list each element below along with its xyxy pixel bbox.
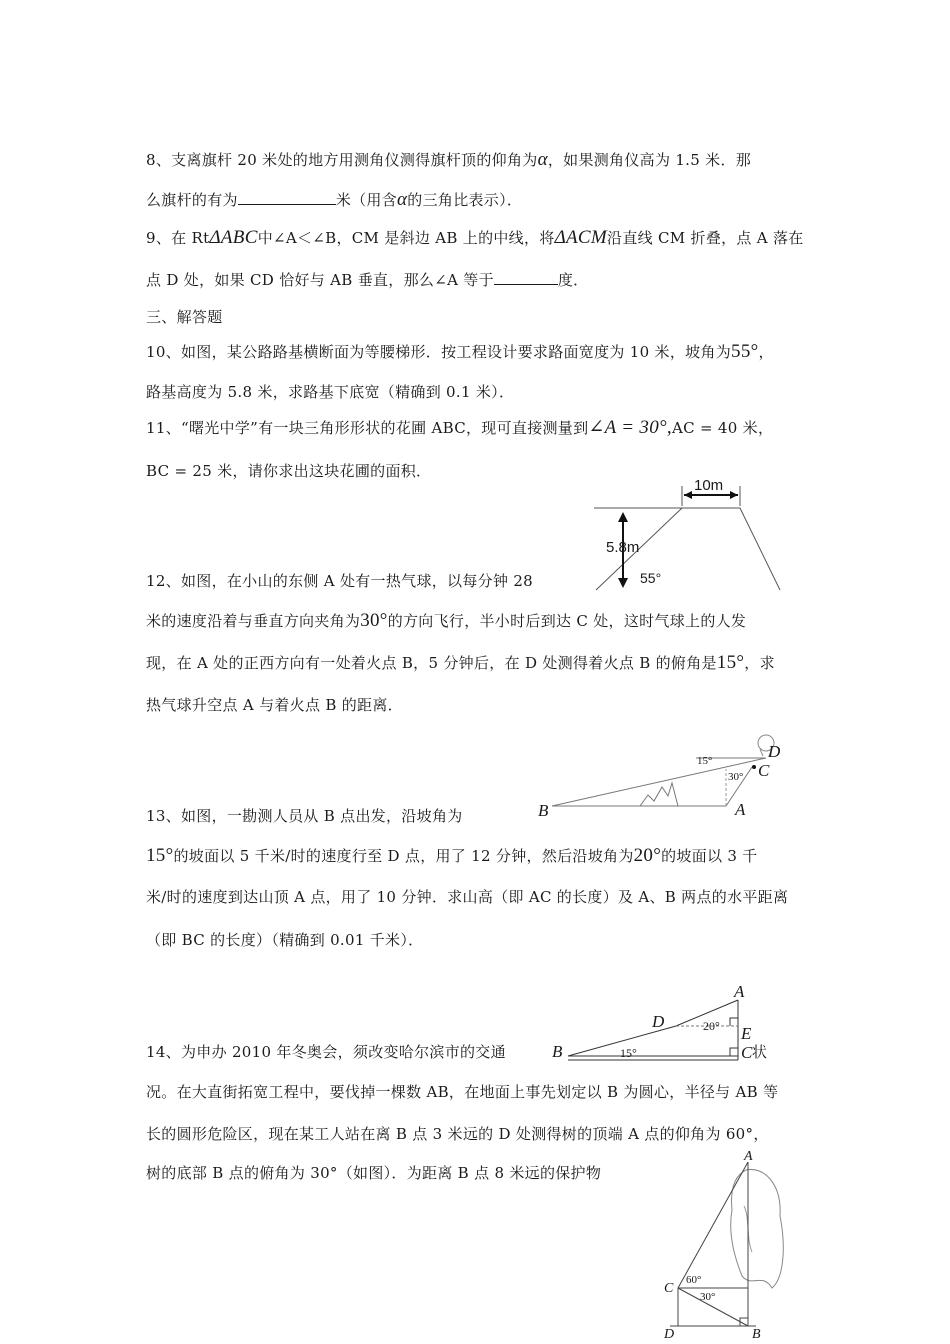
q13-line3: 米/时的速度到达山顶 A 点，用了 10 分钟．求山高（即 AC 的长度）及 A、B 两点的水平距离 [146,888,789,906]
q12-text: 的方向飞行，半小时后到达 C 处，这时气球上的人发 [387,612,747,630]
q13-text: 的坡面以 5 千米/时的速度行至 D 点，用了 12 分钟，然后沿坡角为 [173,847,634,865]
balloon-figure [530,725,790,825]
q12-line2 [146,611,746,631]
q8-text: 么旗杆的有为 [146,191,238,209]
q9-text: 中∠A＜∠B，CM 是斜边 AB 上的中线，将 [257,229,555,247]
q8-line1 [146,150,751,170]
hill-shape [640,783,678,806]
triangle-abc: ΔABC [209,227,258,248]
q11-text: 11、“曙光中学”有一块三角形形状的花圃 ABC，现可直接测量到 [146,419,589,437]
q13-line1: 13、如图，一勘测人员从 B 点出发，沿坡角为 [146,807,463,825]
q12-line1: 12、如图，在小山的东侧 A 处有一热气球，以每分钟 28 [146,572,534,590]
label-c: C [758,761,770,780]
q10-text: 10、如图，某公路路基横断面为等腰梯形．按工程设计要求路面宽度为 10 米，坡角为 [146,343,732,361]
answer-blank[interactable] [238,190,336,205]
angle-value: 55° [731,341,759,362]
q14-line4: 树的底部 B 点的俯角为 30°（如图）．为距离 B 点 8 米远的保护物 [146,1164,602,1182]
q14-line2: 况。在大直街拓宽工程中，要伐掉一棵数 AB，在地面上事先划定以 B 为圆心，半径与 AB 等 [146,1083,779,1101]
q11-line1 [146,418,773,438]
tree-figure [660,1148,800,1340]
q13-line2 [146,846,758,866]
label-a: A [744,1149,753,1164]
arrow-right-icon [730,491,738,499]
alpha-symbol: α [397,189,408,210]
q11-text: AC = 40 米， [671,419,774,437]
q13-line4: （即 BC 的长度）（精确到 0.01 千米）． [146,931,424,949]
arrow-down-icon [618,578,628,588]
angle-value: 15° [716,652,745,673]
angle-label-30: 30° [728,771,744,783]
q12-line3 [146,653,775,673]
answer-blank[interactable] [494,270,558,285]
q10-line1 [146,342,774,362]
label-c: C [664,1281,674,1296]
angle-label-60: 60° [686,1274,702,1286]
angle-label-15: 15° [620,1046,637,1060]
label-d: D [768,742,781,761]
alpha-symbol: α [537,149,548,170]
angle-label-30: 30° [700,1291,716,1303]
width-label: 10m [694,477,724,494]
q14-line1 [146,1042,767,1062]
q12-text: 米的速度沿着与垂直方向夹角为 [146,612,361,630]
q11-line2: BC = 25 米，请你求出这块花圃的面积． [146,462,432,480]
q9-text: 点 D 处，如果 CD 恰好与 AB 垂直，那么∠A 等于 [146,271,494,289]
q13-text: 的坡面以 3 千 [661,847,758,865]
q14-line3: 长的圆形危险区，现在某工人站在离 B 点 3 米远的 D 处测得树的顶端 A 点的仰角为 60°， [146,1125,769,1143]
label-a: A [734,982,745,1001]
q9-text: 度． [557,271,589,289]
q9-text: 9、在 Rt [146,229,210,247]
q12-text: 现，在 A 处的正西方向有一处着火点 B，5 分钟后，在 D 处测得着火点 B 的俯角是 [146,654,717,672]
arrow-left-icon [684,491,692,499]
sight-line-ca [678,1162,748,1288]
q8-line2 [146,190,522,210]
q12-line4: 热气球升空点 A 与着火点 B 的距离． [146,696,403,714]
q9-line2 [146,270,588,290]
label-b: B [552,1042,563,1061]
q8-text: 8、支离旗杆 20 米处的地方用测角仪测得旗杆顶的仰角为 [146,151,538,169]
height-label: 5.8m [606,539,640,556]
q8-text: 的三角比表示）． [407,191,523,209]
q10-line2: 路基高度为 5.8 米，求路基下底宽（精确到 0.1 米）． [146,383,515,401]
label-b: B [538,801,549,820]
point-c-dot [752,765,756,769]
label-a: A [735,800,746,819]
label-e: E [741,1024,752,1043]
q14-text: 14、为申办 2010 年冬奥会，须改变哈尔滨市的交通 [146,1043,506,1061]
q14-text: 状 [751,1043,768,1061]
angle-value: 20° [633,845,662,866]
q8-text: 米（用含 [335,191,398,209]
tree-icon [731,1169,784,1288]
arrow-up-icon [618,512,628,522]
q9-text: 沿直线 CM 折叠，点 A 落在 [607,229,804,247]
section-heading: 三、解答题 [146,308,223,326]
slope-angle-label: 55° [640,570,662,586]
trapezoid-figure [590,472,790,592]
angle-expression: ∠A = 30°, [588,417,672,438]
q8-text: ，如果测角仪高为 1.5 米．那 [547,151,752,169]
q9-line1 [146,228,804,248]
triangle-acm: ΔACM [554,227,608,248]
q10-text: ， [758,343,774,361]
angle-label-20: 20° [703,1019,720,1033]
label-d: D [664,1327,675,1342]
angle-label-15: 15° [697,755,713,767]
label-d: D [652,1012,665,1031]
label-c: C [741,1043,753,1062]
right-angle-mark [730,1018,738,1026]
label-b: B [752,1327,761,1342]
q12-text: ，求 [744,654,775,672]
angle-value: 15° [146,845,174,866]
angle-value: 30° [360,610,388,631]
